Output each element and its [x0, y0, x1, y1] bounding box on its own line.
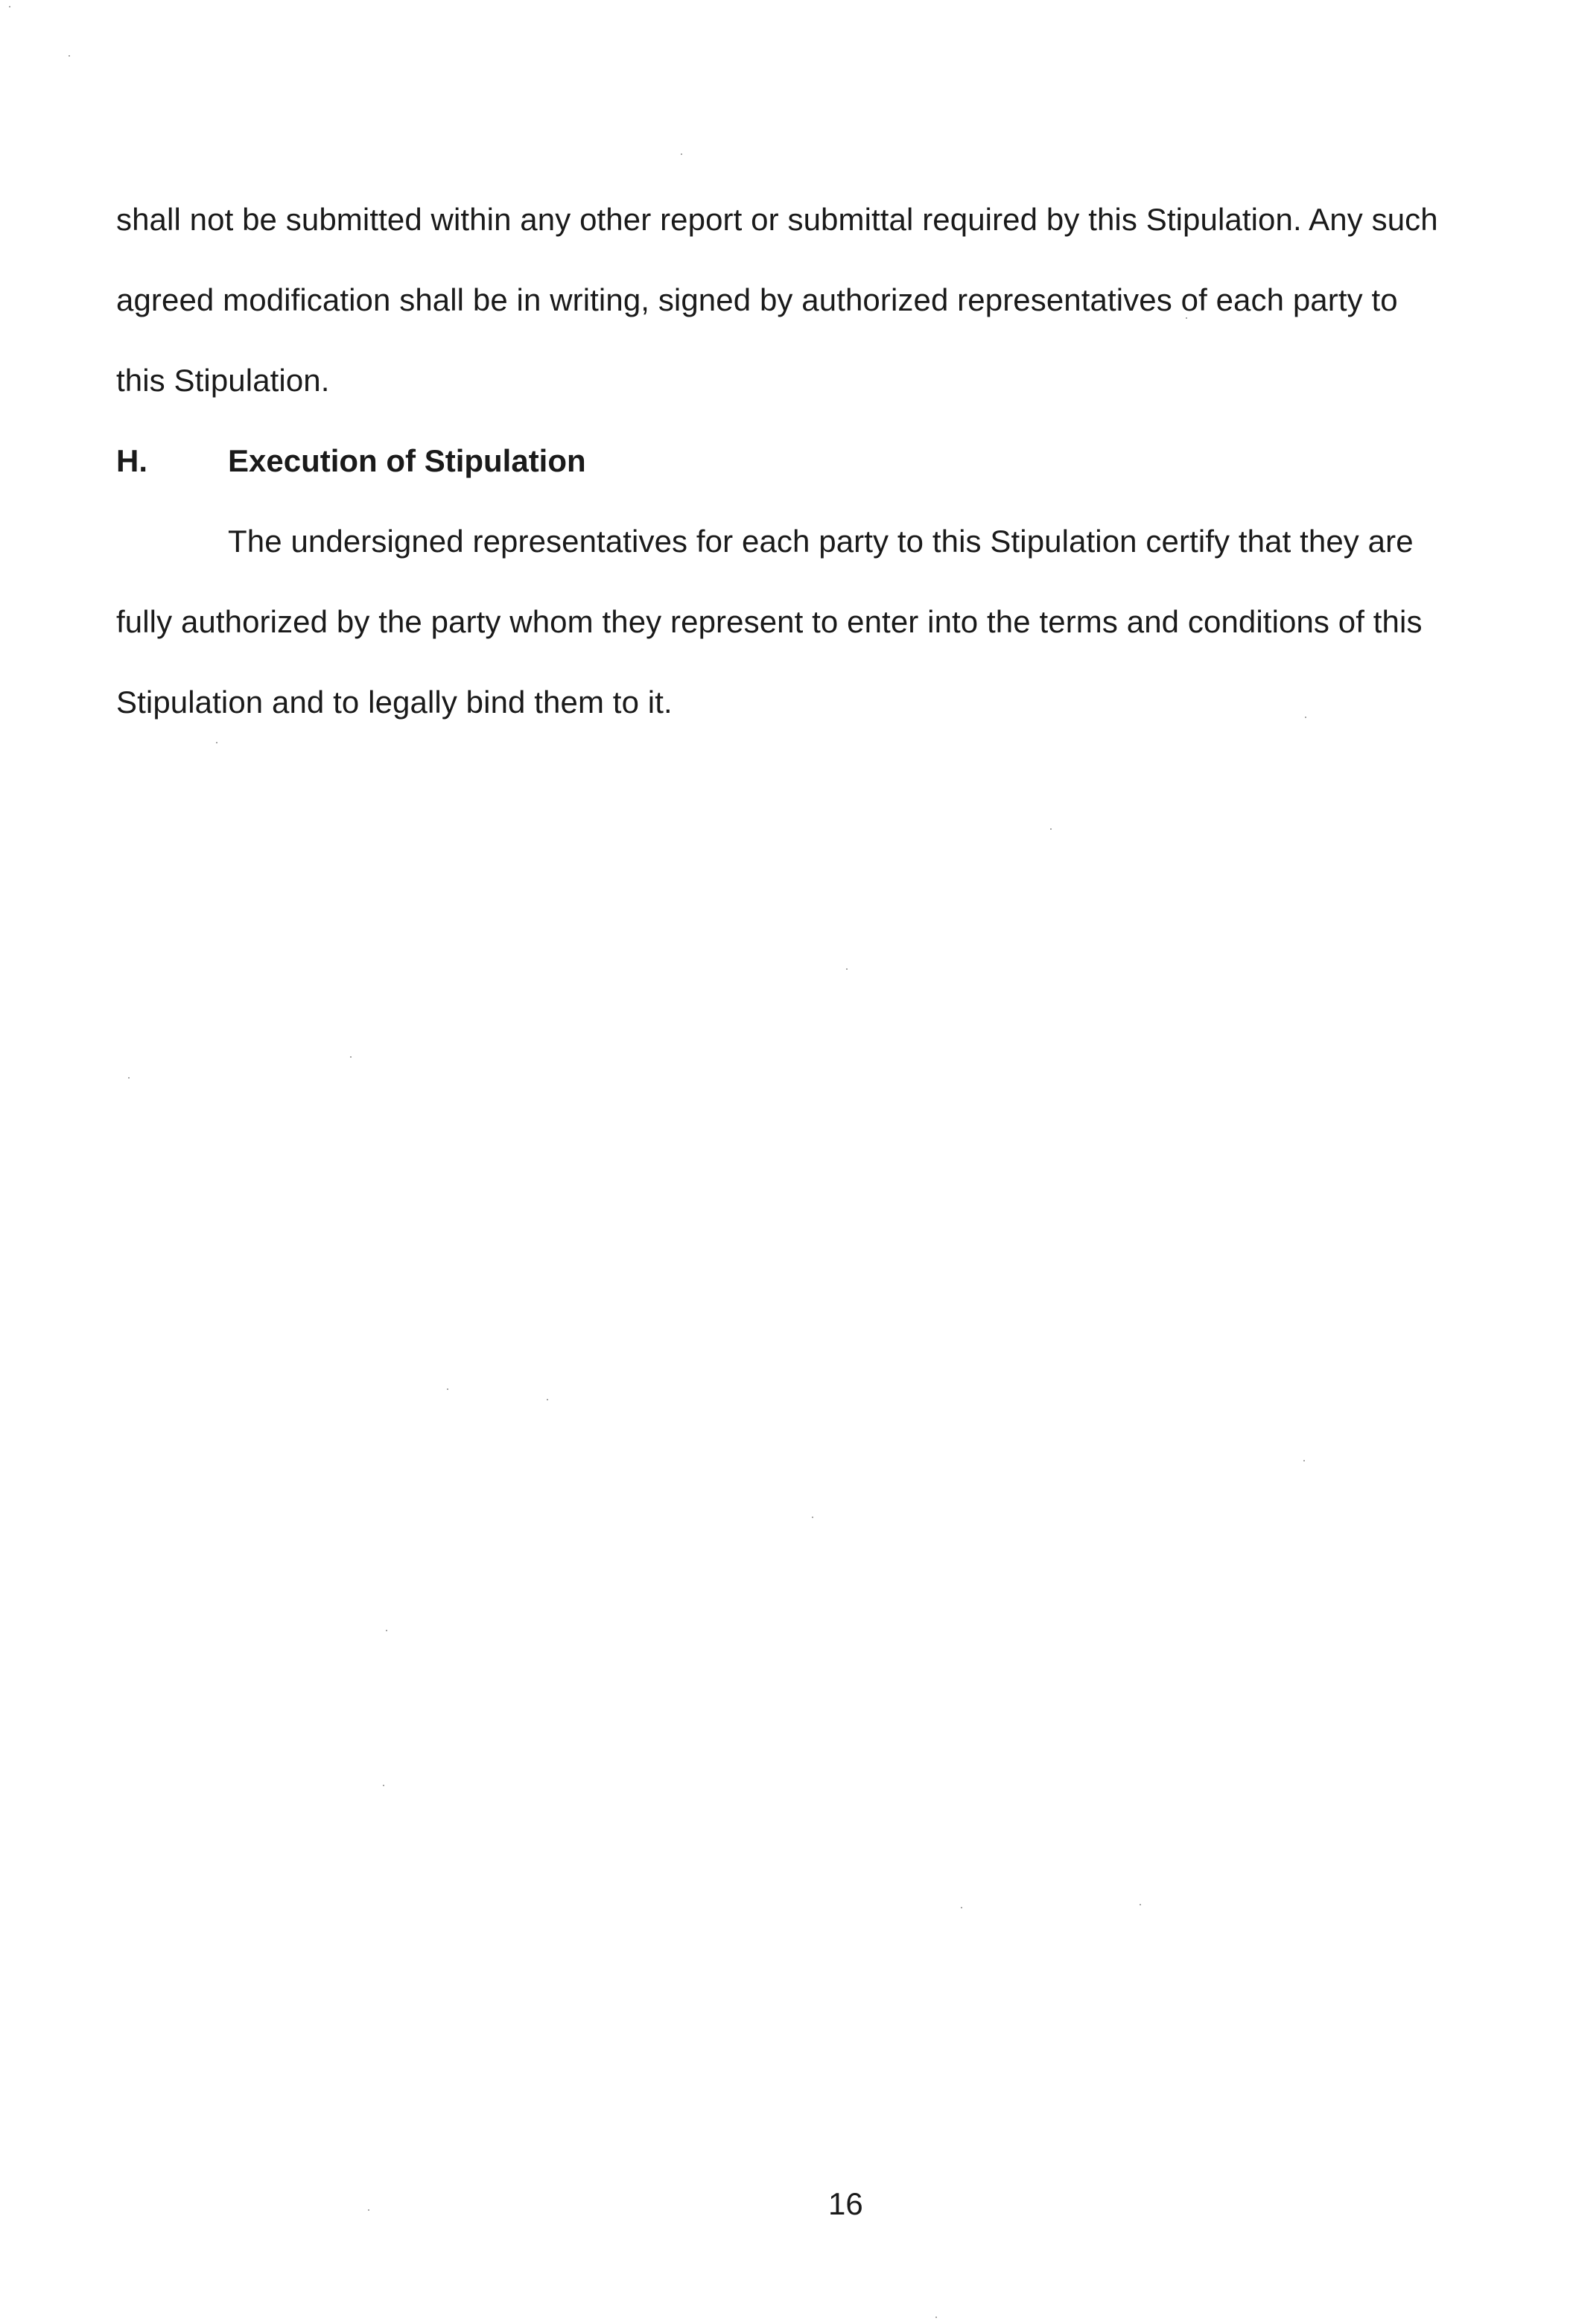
scan-speck	[69, 55, 70, 57]
scan-speck	[447, 1388, 448, 1390]
scan-speck	[812, 1517, 813, 1518]
paragraph-line: shall not be submitted within any other report or submittal required by this Stipulation. Any such	[116, 202, 1438, 237]
scan-speck	[383, 1785, 384, 1786]
scan-speck	[1305, 717, 1306, 718]
scan-speck	[216, 742, 217, 743]
page-number: 16	[828, 2186, 863, 2221]
scan-speck	[1050, 828, 1052, 830]
scan-speck	[547, 1399, 548, 1400]
scan-speck	[368, 2209, 369, 2211]
paragraph-line: fully authorized by the party whom they represent to enter into the terms and conditions of this	[116, 604, 1423, 639]
paragraph-line: this Stipulation.	[116, 363, 330, 398]
scan-speck	[935, 2317, 937, 2318]
section-letter: H.	[116, 443, 147, 478]
scan-speck	[846, 968, 848, 970]
scan-speck	[350, 1056, 352, 1058]
scan-speck	[386, 1630, 387, 1631]
paragraph-line: The undersigned representatives for each party to this Stipulation certify that they are	[228, 524, 1414, 559]
scan-speck	[9, 6, 10, 7]
scan-speck	[128, 1077, 130, 1079]
scan-speck	[961, 1907, 962, 1908]
paragraph-line: agreed modification shall be in writing, signed by authorized representatives of each party to	[116, 282, 1398, 317]
scan-speck	[681, 153, 682, 155]
scan-speck	[1303, 1460, 1305, 1461]
scan-speck	[1140, 1904, 1141, 1905]
scan-speck	[1186, 317, 1187, 319]
section-heading: Execution of Stipulation	[228, 443, 586, 478]
paragraph-line: Stipulation and to legally bind them to it.	[116, 685, 673, 720]
